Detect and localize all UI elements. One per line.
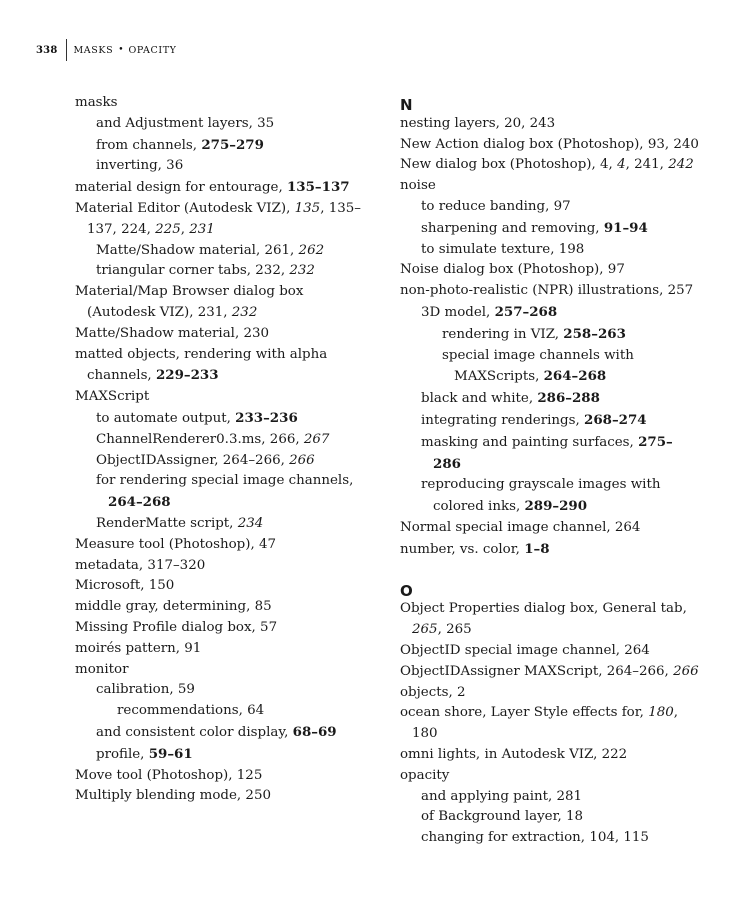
index-subentry xyxy=(75,744,375,766)
entry-text: black and white, xyxy=(421,391,538,407)
page-ref-italic: 135 xyxy=(294,200,321,216)
entry-text: moirés pattern, 91 xyxy=(75,640,202,656)
entry-text: noise xyxy=(400,178,436,194)
index-entry xyxy=(400,518,700,539)
index-column-left xyxy=(75,93,375,807)
entry-text: rendering in VIZ, xyxy=(442,326,564,342)
entry-text: objects, 2 xyxy=(400,684,466,700)
page-range-bold: 268–274 xyxy=(584,411,647,428)
entry-text: Move tool (Photoshop), 125 xyxy=(75,767,263,783)
index-entry xyxy=(400,683,700,704)
page-ref-italic: 231 xyxy=(189,221,215,237)
page-range-bold: 289–290 xyxy=(524,498,588,515)
entry-text: Measure tool (Photoshop), 47 xyxy=(75,536,277,552)
entry-text: masking and painting surfaces, xyxy=(421,434,639,450)
index-subentry xyxy=(400,388,700,410)
entry-text: Multiply blending mode, 250 xyxy=(75,788,271,804)
index-entry xyxy=(75,93,375,114)
index-subentry xyxy=(75,135,375,157)
page-ref-italic: 266 xyxy=(289,452,315,468)
index-letter-heading: O xyxy=(400,581,413,600)
entry-text: nesting layers, 20, 243 xyxy=(400,115,556,131)
entry-text: matted objects, rendering with alpha channels, xyxy=(75,346,328,384)
entry-text: MAXScript xyxy=(75,389,150,405)
header-section: MASKS xyxy=(73,44,114,56)
entry-text: , 265 xyxy=(437,622,472,638)
index-subentry xyxy=(400,302,700,324)
index-entry xyxy=(400,703,700,745)
entry-text: Material Editor (Autodesk VIZ), xyxy=(75,200,295,216)
page-range-bold: 68–69 xyxy=(292,723,337,740)
index-subentry xyxy=(75,241,375,262)
entry-text: integrating renderings, xyxy=(421,412,584,428)
entry-text: ObjectIDAssigner, 264–266, xyxy=(96,452,290,468)
entry-text: sharpening and removing, xyxy=(421,220,604,236)
entry-text: Noise dialog box (Photoshop), 97 xyxy=(400,262,625,278)
page-range-bold: 275–286 xyxy=(433,433,673,472)
index-entry xyxy=(75,576,375,597)
index-entry xyxy=(75,324,375,345)
index-entry xyxy=(400,176,700,197)
section-gap xyxy=(400,561,700,579)
entry-text: ocean shore, Layer Style effects for, xyxy=(400,705,649,721)
page-range-bold: 257–268 xyxy=(494,303,558,320)
index-entry xyxy=(75,639,375,660)
entry-text: changing for extraction, 104, 115 xyxy=(421,830,649,846)
entry-text: non-photo-realistic (NPR) illustrations, 257 xyxy=(400,283,694,299)
index-entry xyxy=(75,597,375,618)
index-subentry xyxy=(75,430,375,451)
entry-text: ObjectID special image channel, 264 xyxy=(400,642,650,658)
index-subentry xyxy=(75,156,375,177)
index-subentry xyxy=(75,514,375,535)
index-entry xyxy=(75,387,375,408)
index-entry xyxy=(75,556,375,577)
index-column-right xyxy=(400,93,700,849)
entry-text: Object Properties dialog box, General tab, xyxy=(400,601,687,617)
index-subentry xyxy=(75,451,375,472)
entry-text: for rendering special image channels, xyxy=(96,473,354,489)
index-subentry xyxy=(75,114,375,135)
entry-text: and applying paint, 281 xyxy=(421,788,583,804)
index-subentry xyxy=(75,408,375,430)
index-entry xyxy=(400,641,700,662)
entry-text: and Adjustment layers, 35 xyxy=(96,115,275,131)
page-number: 338 xyxy=(36,44,58,56)
entry-text: , 135–137, 224, xyxy=(87,200,361,237)
index-entry xyxy=(75,535,375,556)
entry-text: , 180 xyxy=(412,705,679,742)
page-range-bold: 286–288 xyxy=(537,390,600,407)
index-subentry xyxy=(75,701,375,722)
index-subentry xyxy=(400,218,700,240)
entry-text: reproducing grayscale images with colored inks, xyxy=(421,477,661,515)
index-entry xyxy=(400,260,700,281)
index-entry xyxy=(75,786,375,807)
entry-text: profile, xyxy=(96,746,149,762)
entry-text: triangular corner tabs, 232, xyxy=(96,263,290,279)
page-ref-italic: 225 xyxy=(155,221,181,237)
page-ref-italic: 267 xyxy=(303,431,330,447)
page-range-bold: 264–268 xyxy=(108,494,171,511)
index-subentry xyxy=(400,197,700,218)
entry-text: Normal special image channel, 264 xyxy=(400,519,641,535)
page-range-bold: 59–61 xyxy=(148,745,193,762)
index-entry xyxy=(400,766,700,787)
entry-text: recommendations, 64 xyxy=(117,703,265,719)
entry-text: Missing Profile dialog box, 57 xyxy=(75,619,278,635)
entry-text: Matte/Shadow material, 230 xyxy=(75,325,270,341)
page-ref-italic: 234 xyxy=(237,515,264,531)
index-subentry xyxy=(75,680,375,701)
index-subentry xyxy=(400,410,700,432)
index-entry xyxy=(75,199,375,241)
entry-text: , 241, xyxy=(625,157,669,173)
index-entry xyxy=(400,539,700,561)
index-subentry xyxy=(75,722,375,744)
page-ref-italic: 232 xyxy=(231,304,258,320)
running-header xyxy=(36,40,177,60)
entry-text: masks xyxy=(75,95,118,110)
header-subsection: OPACITY xyxy=(128,44,177,56)
entry-text: 3D model, xyxy=(421,304,495,320)
index-entry xyxy=(75,660,375,681)
index-entry xyxy=(75,345,375,388)
index-subentry xyxy=(400,346,700,389)
page-ref-italic: 232 xyxy=(289,263,315,279)
entry-text: opacity xyxy=(400,767,450,783)
entry-text: , xyxy=(180,221,190,237)
index-subentry xyxy=(400,324,700,346)
index-subentry xyxy=(400,787,700,808)
page-ref-italic: 265 xyxy=(412,622,438,638)
entry-text: inverting, 36 xyxy=(96,158,184,174)
entry-text: Matte/Shadow material, 261, xyxy=(96,242,299,258)
entry-text: metadata, 317–320 xyxy=(75,557,206,573)
index-subentry xyxy=(400,432,700,476)
index-subentry xyxy=(400,240,700,261)
index-entry xyxy=(75,766,375,787)
entry-text: number, vs. color, xyxy=(400,541,525,557)
entry-text: material design for entourage, xyxy=(75,180,287,196)
page-range-bold: 229–233 xyxy=(155,367,219,384)
index-subentry xyxy=(400,828,700,849)
index-subentry xyxy=(75,261,375,282)
entry-text: of Background layer, 18 xyxy=(421,809,584,825)
index-subentry xyxy=(400,475,700,518)
index-entry xyxy=(400,662,700,683)
entry-text: ChannelRenderer0.3.ms, 266, xyxy=(96,431,304,447)
page-ref-italic: 4 xyxy=(617,157,626,173)
entry-text: New Action dialog box (Photoshop), 93, 240 xyxy=(400,136,699,152)
entry-text: to automate output, xyxy=(96,410,236,426)
index-entry xyxy=(75,618,375,639)
index-entry xyxy=(400,281,700,302)
entry-text: to reduce banding, 97 xyxy=(421,198,571,214)
header-divider xyxy=(66,39,67,61)
entry-text: Microsoft, 150 xyxy=(75,578,175,594)
page-range-bold: 91–94 xyxy=(603,219,648,236)
entry-text: monitor xyxy=(75,661,129,677)
entry-text: to simulate texture, 198 xyxy=(421,241,585,257)
index-subentry xyxy=(400,807,700,828)
entry-text: from channels, xyxy=(96,137,202,153)
index-entry xyxy=(400,114,700,135)
index-entry xyxy=(75,177,375,199)
page-range-bold: 264–268 xyxy=(543,368,607,385)
entry-text: omni lights, in Autodesk VIZ, 222 xyxy=(400,746,628,762)
entry-text: special image channels with MAXScripts, xyxy=(442,347,634,385)
index-entry xyxy=(400,745,700,766)
entry-text: Material/Map Browser dialog box (Autodesk VIZ), 231, xyxy=(75,284,304,320)
entry-text: RenderMatte script, xyxy=(96,515,238,531)
page-ref-italic: 262 xyxy=(298,242,325,258)
entry-text: New dialog box (Photoshop), 4, xyxy=(400,157,618,173)
page-range-bold: 258–263 xyxy=(563,325,626,342)
page-range-bold: 135–137 xyxy=(286,179,350,196)
page-range-bold: 1–8 xyxy=(524,540,550,557)
page-ref-italic: 180 xyxy=(648,705,674,721)
page-ref-italic: 266 xyxy=(673,663,699,679)
page-range-bold: 275–279 xyxy=(201,136,264,153)
entry-text: ObjectIDAssigner MAXScript, 264–266, xyxy=(400,663,674,679)
entry-text: calibration, 59 xyxy=(96,682,195,698)
index-subentry xyxy=(75,471,375,514)
entry-text: middle gray, determining, 85 xyxy=(75,599,272,615)
index-letter-heading: N xyxy=(400,96,413,114)
index-entry xyxy=(400,135,700,156)
index-entry xyxy=(75,282,375,324)
page-range-bold: 233–236 xyxy=(235,409,298,426)
page-ref-italic: 242 xyxy=(668,157,694,173)
header-separator: • xyxy=(118,45,124,55)
index-entry xyxy=(400,155,700,176)
entry-text: and consistent color display, xyxy=(96,724,293,740)
index-entry xyxy=(400,599,700,641)
